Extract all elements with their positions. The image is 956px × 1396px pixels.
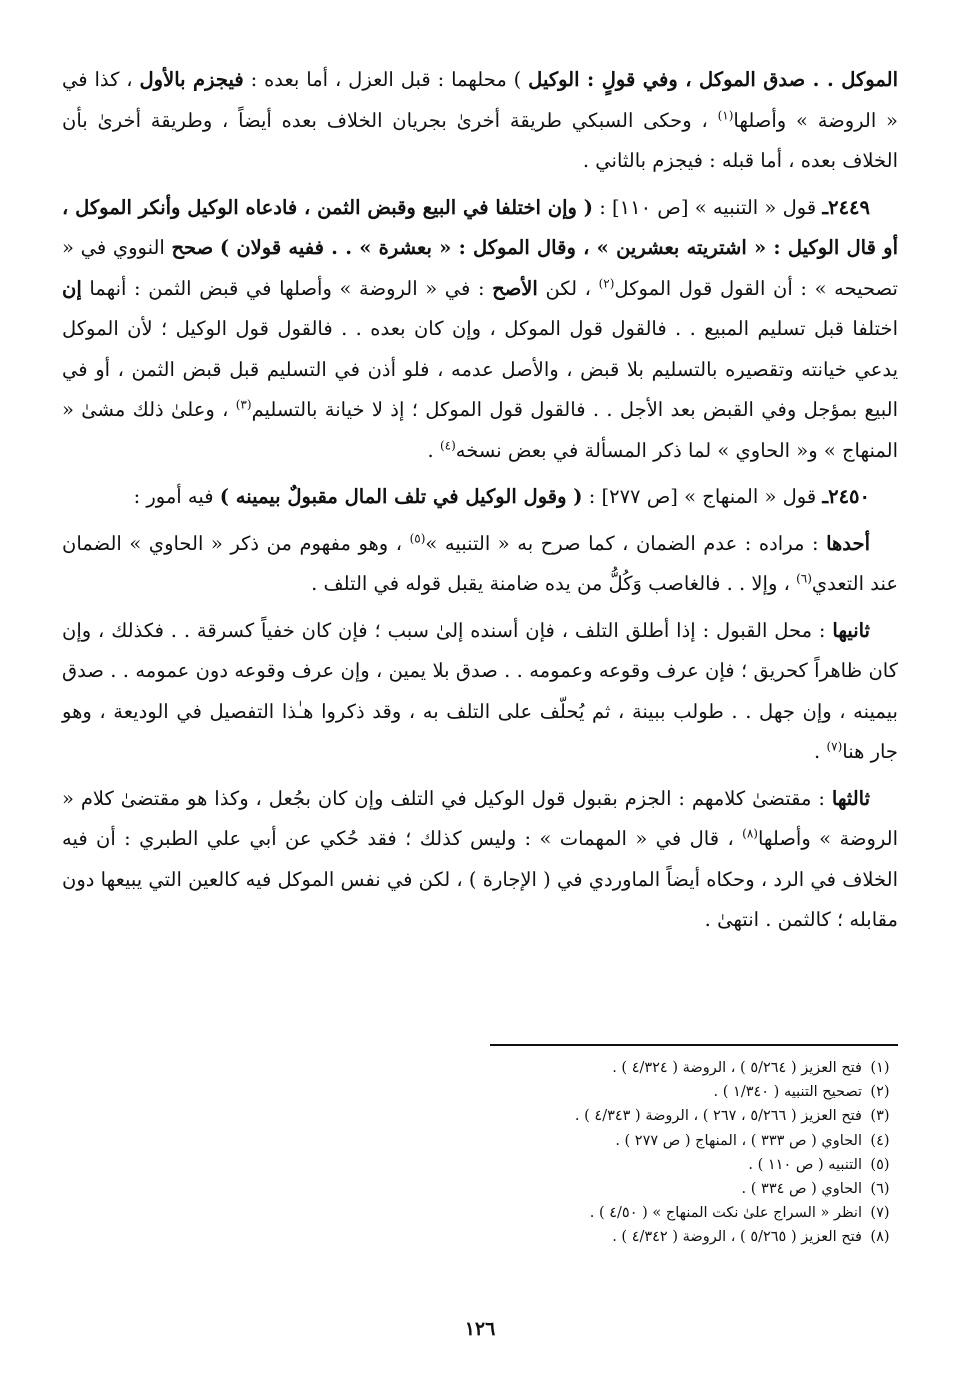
footnote-number: (٥) xyxy=(870,1156,890,1173)
text-span: قول « التنبيه » [ص ١١٠] : xyxy=(593,195,823,219)
paragraph xyxy=(62,611,898,773)
bold-text: ٢٤٤٩ـ xyxy=(822,195,871,219)
footnote-number: (٢) xyxy=(870,1084,890,1101)
text-span: ) محلهما : قبل العزل ، أما بعده : xyxy=(243,68,529,91)
footnote xyxy=(62,1080,898,1104)
text-span: ، وحكى السبكي طريقة أخرىٰ بجريان الخلاف بعده أيضاً ، وطريقة أخرىٰ بأن الخلاف بعده ، أما قبله : فيجزم بالثاني . xyxy=(62,108,898,172)
text-span: . xyxy=(814,740,827,763)
footnote-text: انظر « السراج علىٰ نكت المنهاج » ( ٤/٥٠ ) . xyxy=(589,1205,862,1222)
page-number: ١٢٦ xyxy=(464,1318,496,1340)
text-span: . xyxy=(427,438,440,462)
footnote xyxy=(62,1225,898,1249)
footnote-text: فتح العزيز ( ٥/٢٦٥ ) ، الروضة ( ٤/٣٤٢ ) . xyxy=(612,1229,862,1246)
footnote-ref: (٤) xyxy=(439,438,456,452)
footnote-ref: (٣) xyxy=(235,397,252,412)
footnote-ref: (٦) xyxy=(796,571,812,586)
paragraph xyxy=(62,60,898,182)
bold-text: ثانيها xyxy=(832,618,870,642)
text-span: : محل القبول : إذا أطلق التلف ، فإن أسنده إلىٰ سبب ؛ فإن كان خفياً كسرقة . . فكذلك ، وإن كان ظاهراً كحريق ؛ فإن عرف وقوعه وعمومه . . صدق بلا يمين ، وإن عرف وقوعه دون عمومه . . صدق بيمينه ، وإن جهل . . طولب ببينة ، ثم يُحلّف على التلف به ، وقد ذكروا هـٰذا التفصيل في الوديعة ، وهو جار هنا xyxy=(62,618,898,763)
book-page xyxy=(62,60,898,1360)
bold-text: الأصح xyxy=(492,276,538,300)
text-span: : مقتضىٰ كلامهم : الجزم بقبول قول الوكيل في التلف وإن كان بجُعل ، وكذا هو مقتضىٰ كلام « الروضة » وأصلها xyxy=(62,786,898,850)
bold-text: صحح xyxy=(171,236,214,259)
footnote-text: تصحيح التنبيه ( ١/٣٤٠ ) . xyxy=(713,1084,862,1101)
text-span: ، كذا في « الروضة » وأصلها xyxy=(62,68,898,132)
footnote-number: (٤) xyxy=(870,1132,890,1149)
text-span xyxy=(213,236,220,259)
footnotes xyxy=(62,1056,898,1250)
paragraph xyxy=(62,477,898,518)
bold-text: أحدها xyxy=(826,531,870,555)
footnote-number: (٦) xyxy=(870,1181,890,1198)
text-span: اختلفا قبل تسليم المبيع . . فالقول قول الموكل ، وإن كان بعده . . فالقول قول الوكيل ؛ لأن الموكل يدعي خيانته وتقصيره بالتسليم بلا قبض ، والأصل عدمه ، فلو أذن في التسليم قبل قبض الثمن ، أو في البيع بمؤجل وفي القبض بعد الأجل . . فالقول قول الموكل ؛ إذ لا خيانة بالتسليم xyxy=(62,317,898,421)
text-span: فيه أمور : xyxy=(133,485,220,508)
text-span: ، وإلا . . فالغاصب وَكُلُّ من يده ضامنة يقبل قوله في التلف . xyxy=(311,572,797,595)
footnote xyxy=(62,1177,898,1201)
footnote-number: (٧) xyxy=(870,1205,890,1222)
footnote-ref: (١) xyxy=(717,108,734,122)
footnote-text: فتح العزيز ( ٥/٢٦٦ ، ٢٦٧ ) ، الروضة ( ٤/٣٤٣ ) . xyxy=(574,1108,862,1125)
footnote-ref: (٨) xyxy=(742,826,758,841)
footnote-text: الحاوي ( ص ٣٣٣ ) ، المنهاج ( ص ٢٧٧ ) . xyxy=(615,1132,862,1149)
text-span: : في « الروضة » وأصلها في قبض الثمن : أنهما xyxy=(81,276,493,300)
paragraph xyxy=(62,188,898,472)
footnote-number: (٨) xyxy=(870,1229,890,1246)
main-text xyxy=(62,60,898,941)
footnote-text: التنبيه ( ص ١١٠ ) . xyxy=(748,1156,862,1173)
footnote-text: فتح العزيز ( ٥/٢٦٤ ) ، الروضة ( ٤/٣٢٤ ) . xyxy=(612,1060,862,1076)
bold-text: ثالثها xyxy=(831,786,870,810)
footnote-ref: (٢) xyxy=(598,276,615,290)
bold-text: فيجزم بالأول xyxy=(139,68,244,91)
footnote-text: الحاوي ( ص ٣٣٤ ) . xyxy=(741,1181,862,1198)
footnote xyxy=(62,1153,898,1177)
paragraph xyxy=(62,779,898,941)
footnote-separator xyxy=(490,1044,898,1046)
footnote-number: (١) xyxy=(870,1060,890,1076)
text-span: ، وعلىٰ ذلك مشىٰ « المنهاج » و« الحاوي » لما ذكر المسألة في بعض نسخه xyxy=(62,398,898,462)
text-span: ، لكن xyxy=(537,276,599,300)
bold-text: ( وإن اختلفا في البيع وقبض الثمن ، فادعاه الوكيل وأنكر الموكل ، أو قال الوكيل : « اشتريته بعشرين » ، وقال الموكل : « بعشرة » . . ففيه قولان ) xyxy=(62,195,898,259)
bold-text: إن xyxy=(62,276,82,300)
bold-text: الموكل . . صدق الموكل ، وفي قولٍ : الوكيل xyxy=(528,68,898,91)
text-span: قول « المنهاج » [ص ٢٧٧] : xyxy=(582,485,823,508)
footnote-ref: (٧) xyxy=(826,739,843,754)
text-span: ، وهو مفهوم من ذكر « الحاوي » الضمان عند التعدي xyxy=(62,531,898,595)
footnote xyxy=(62,1104,898,1128)
footnote xyxy=(62,1056,898,1080)
text-span: : مراده : عدم الضمان ، كما صرح به « التنبيه » xyxy=(425,531,827,555)
text-span: النووي في « تصحيحه » : أن القول قول الموكل xyxy=(62,236,898,300)
text-span: ، قال في « المهمات » : وليس كذلك ؛ فقد حُكي عن أبي علي الطبري : أن فيه الخلاف في الرد ، وحكاه أيضاً الماوردي في ( الإجارة ) ، لكن في نفس الموكل فيه كالعين التي يبيعها دون مقابله ؛ كالثمن . انتهىٰ . xyxy=(62,827,898,931)
bold-text: ( وقول الوكيل في تلف المال مقبولٌ بيمينه ) xyxy=(219,485,583,508)
footnote xyxy=(62,1201,898,1225)
footnote-number: (٣) xyxy=(870,1108,890,1125)
bold-text: ٢٤٥٠ـ xyxy=(822,485,870,508)
footnote xyxy=(62,1129,898,1153)
paragraph xyxy=(62,524,898,605)
footnote-ref: (٥) xyxy=(409,531,426,545)
